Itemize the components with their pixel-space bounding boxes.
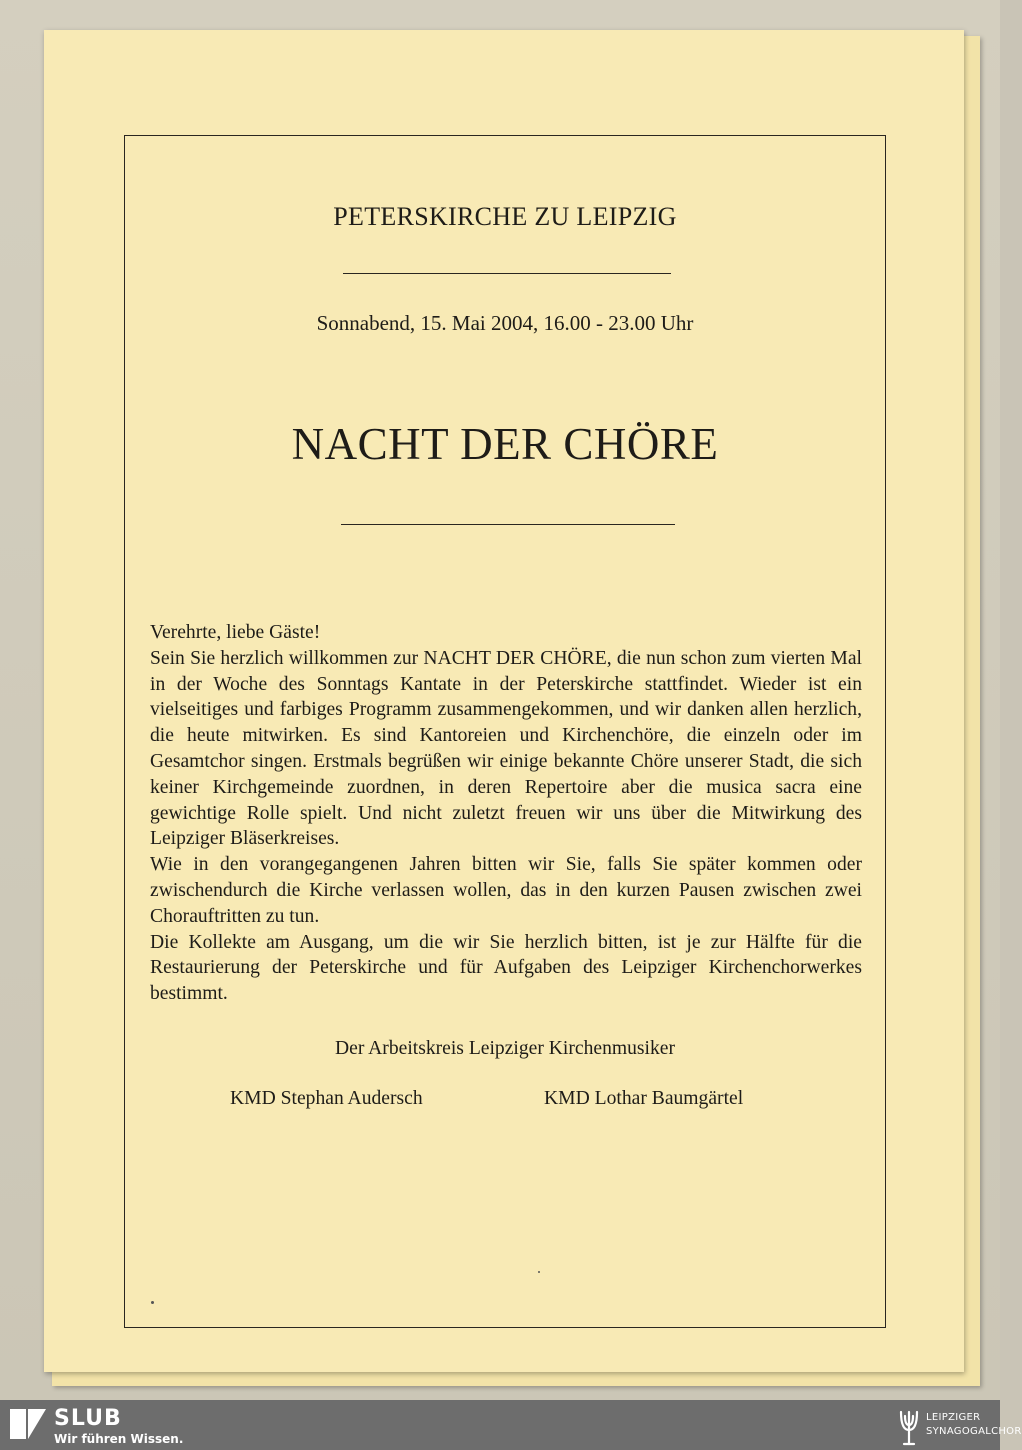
divider-top — [343, 273, 671, 274]
partner-line2: SYNAGOGALCHOR — [926, 1426, 1022, 1437]
signer-left: KMD Stephan Audersch — [230, 1088, 423, 1109]
menorah-icon — [896, 1406, 922, 1446]
footer-bar — [0, 1400, 1022, 1450]
paragraph-welcome: Sein Sie herzlich willkommen zur NACHT DER CHÖRE, die nun schon zum vierten Mal in der Woche des Sonntags Kantate in der Peterskirche stattfindet. Wieder ist ein vielseitiges und farbiges Programm zusammengekommen, und wir danken allen herzlich, die heute mitwirken. Es sind Kantoreien und Kirchenchöre, die einzeln oder im Gesamtchor singen. Erstmals begrüßen wir einige bekannte Chöre unserer Stadt, die sich keiner Kirchgemeinde zuordnen, in deren Repertoire aber die musica sacra eine gewichtige Rolle spielt. Und nicht zuletzt freuen wir uns über die Mitwirkung des Leipziger Bläserkreises. — [150, 647, 862, 850]
brand-tagline: Wir führen Wissen. — [54, 1432, 184, 1446]
border-frame — [124, 135, 886, 1328]
church-heading: PETERSKIRCHE ZU LEIPZIG — [333, 202, 677, 231]
signer-right: KMD Lothar Baumgärtel — [544, 1088, 744, 1109]
date-line: Sonnabend, 15. Mai 2004, 16.00 - 23.00 Uhr — [316, 311, 694, 335]
divider-bottom — [341, 524, 675, 525]
welcome-text — [150, 620, 862, 1007]
slub-logo-icon — [10, 1409, 46, 1439]
greeting: Verehrte, liebe Gäste! — [150, 622, 321, 643]
paragraph-pauses: Wie in den vorangegangenen Jahren bitten wir Sie, falls Sie später kommen oder zwischendurch die Kirche verlassen wollen, das in den kurzen Pausen zwischen zwei Chorauftritten zu tun. — [150, 854, 862, 927]
paragraph-collection: Die Kollekte am Ausgang, um die wir Sie herzlich bitten, ist je zur Hälfte für die Restaurierung der Peterskirche und für Aufgaben des Leipziger Kirchenchorwerkes bestimmt. — [150, 931, 862, 1005]
page-title: NACHT DER CHÖRE — [291, 419, 719, 469]
signature-organization: Der Arbeitskreis Leipziger Kirchenmusiker — [334, 1038, 676, 1059]
brand-name: SLUB — [54, 1406, 122, 1431]
program-sheet — [44, 30, 964, 1372]
partner-line1: LEIPZIGER — [926, 1412, 981, 1423]
paper-speck — [538, 1271, 540, 1273]
paper-speck — [151, 1301, 154, 1304]
